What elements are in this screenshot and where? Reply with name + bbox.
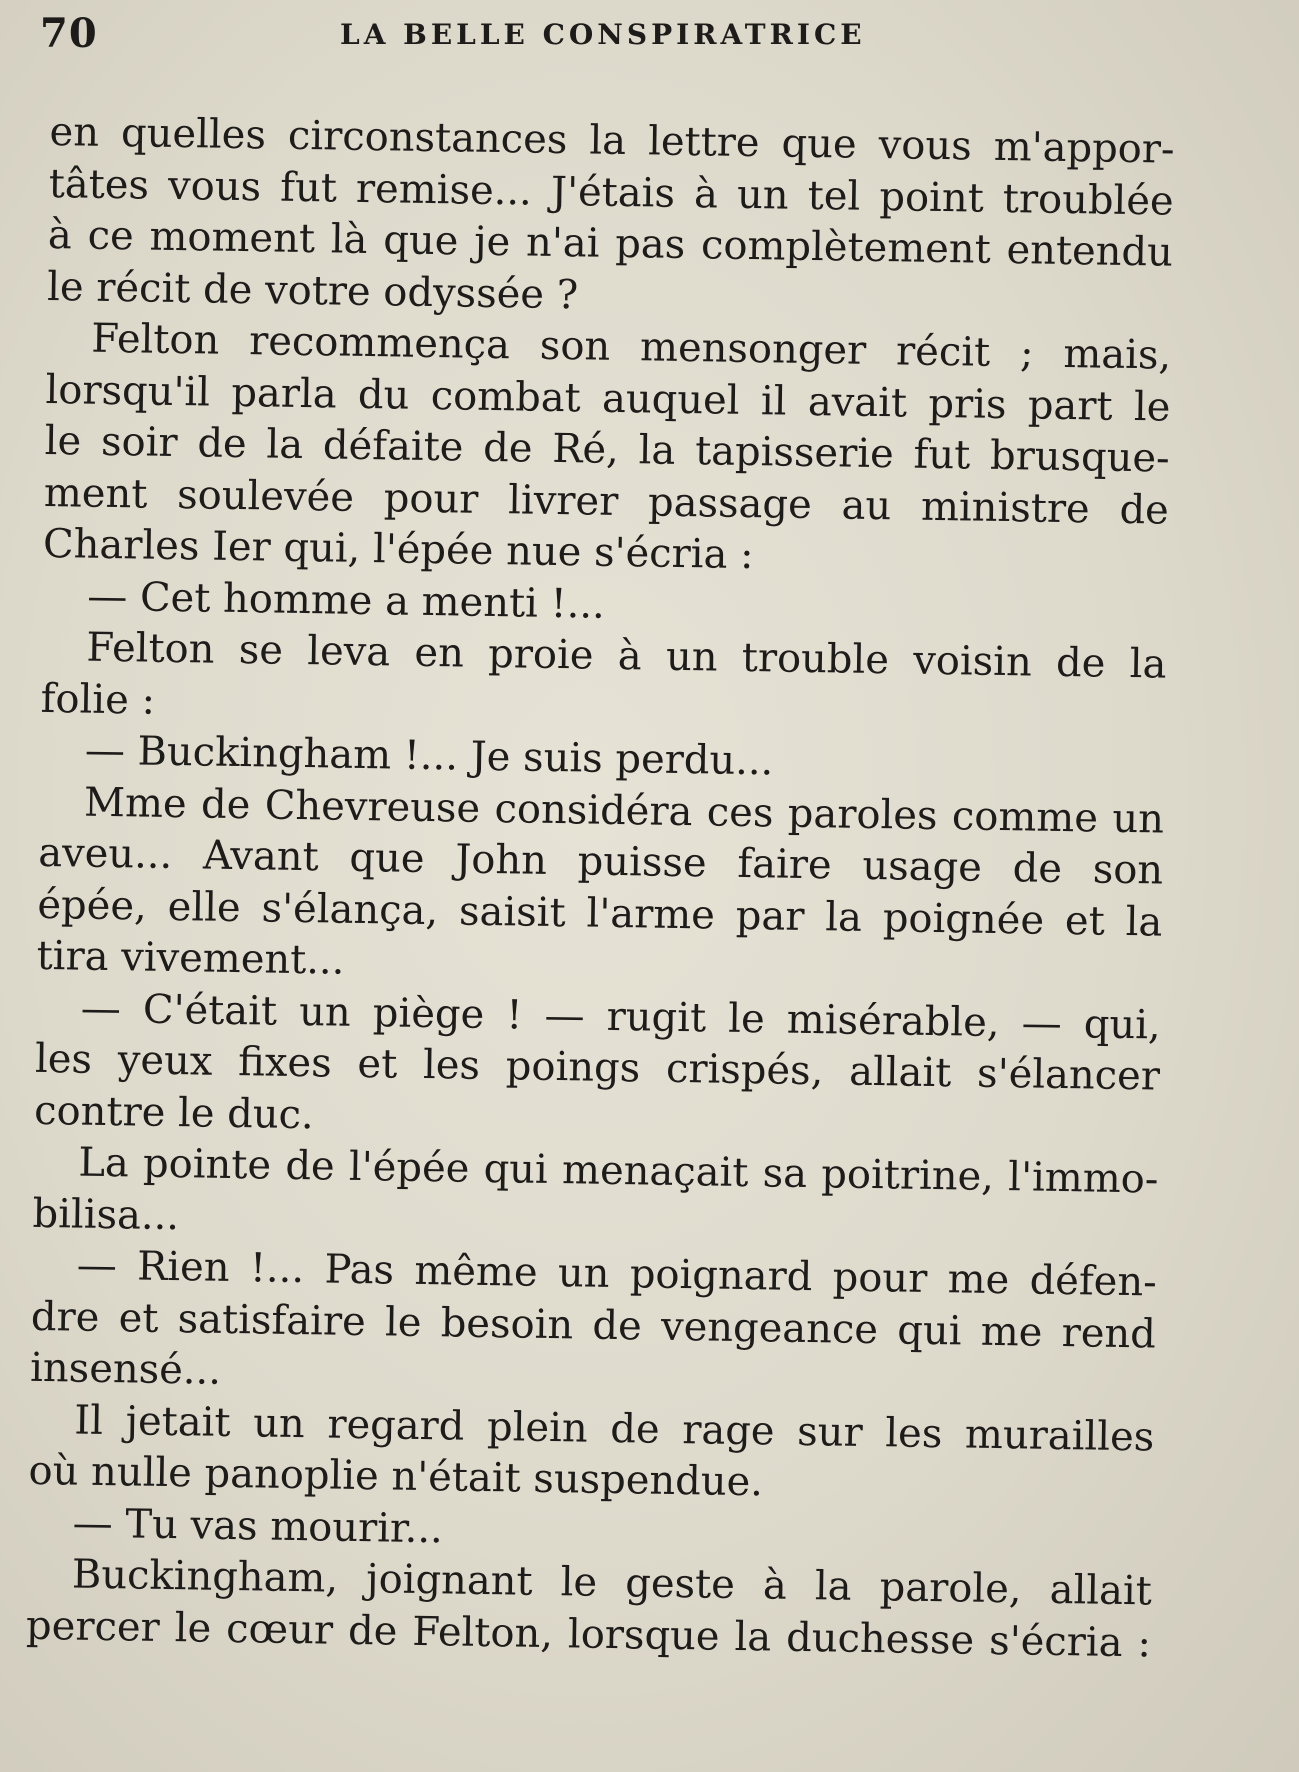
text-line: aveu... Avant que John puisse faire usage de son (37, 829, 1164, 894)
text-line: Il jetait un regard plein de rage sur les murailles (74, 1397, 1155, 1461)
text-line: Charles Ier qui, l'épée nue s'écria : (42, 520, 754, 579)
text-line: — C'était un piège ! — rugit le misérable, — qui, (80, 985, 1162, 1049)
body-text (26, 107, 1175, 1669)
text-line: le récit de votre odyssée ? (46, 263, 579, 318)
text-line: La pointe de l'épée qui menaçait sa poitrine, l'immo- (78, 1139, 1159, 1203)
text-line: en quelles circonstances la lettre que vous m'appor- (49, 108, 1175, 173)
text-line: dre et satisfaire le besoin de vengeance qui me rend (30, 1293, 1157, 1358)
text-line: percer le cœur de Felton, lorsque la duchesse s'écria : (25, 1602, 1152, 1666)
text-line: tâtes vous fut remise... J'étais à un tel point troublée (48, 160, 1175, 225)
text-line: — Tu vas mourir... (72, 1500, 444, 1552)
text-line: lorsqu'il parla du combat auquel il avait pris part le (45, 366, 1171, 431)
text-line: les yeux fixes et les poings crispés, allait s'élancer (34, 1035, 1161, 1100)
text-line: Buckingham, joignant le geste à la parole, allait (71, 1551, 1153, 1615)
text-line: insensé... (29, 1344, 222, 1394)
text-line: Felton se leva en proie à un trouble voisin de la (86, 624, 1167, 688)
page-number: 70 (40, 10, 98, 57)
text-line: Mme de Chevreuse considéra ces paroles comme un (83, 779, 1165, 843)
text-line: folie : (40, 675, 156, 724)
text-line: ment soulevée pour livrer passage au ministre de (43, 469, 1170, 534)
text-line: à ce moment là que je n'ai pas complètement entendu (47, 211, 1174, 276)
text-line: — Cet homme a menti !... (86, 573, 606, 628)
text-line: où nulle panoplie n'était suspendue. (28, 1447, 764, 1506)
text-line: — Buckingham !... Je suis perdu... (84, 727, 774, 785)
text-line: le soir de la défaite de Ré, la tapisserie fut brusque- (44, 417, 1170, 482)
running-title: LA BELLE CONSPIRATRICE (340, 18, 866, 51)
text-line: Felton recommença son mensonger récit ; mais, (91, 315, 1172, 379)
text-line: — Rien !... Pas même un poignard pour me défen- (76, 1242, 1158, 1306)
text-line: contre le duc. (33, 1087, 315, 1138)
text-line: épée, elle s'élança, saisit l'arme par la poignée et la (37, 881, 1163, 946)
text-line: tira vivement... (36, 932, 345, 984)
text-line: bilisa... (32, 1190, 180, 1239)
page-header (40, 10, 1220, 60)
